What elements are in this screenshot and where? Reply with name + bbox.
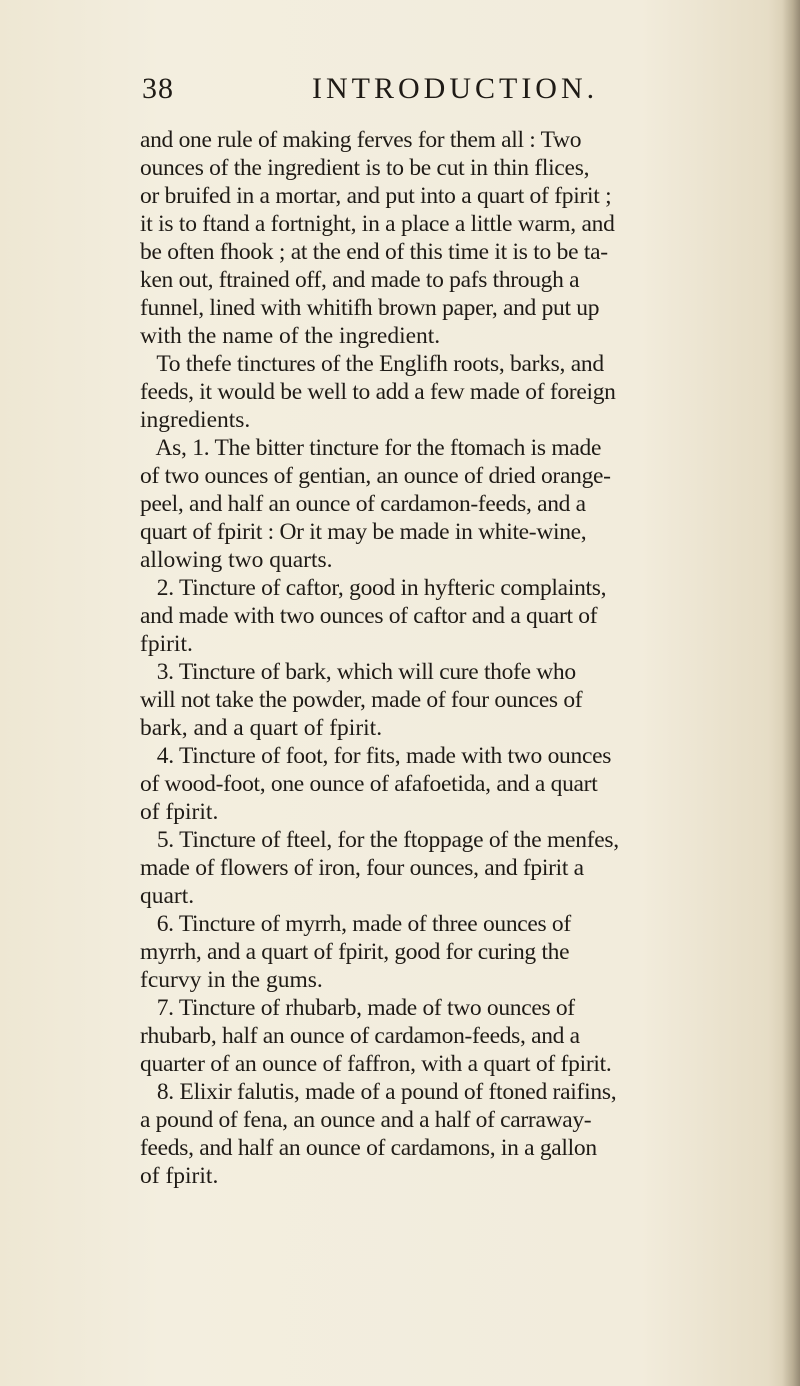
- text-line: of wood-foot, one ounce of afafoetida, and a quart: [140, 771, 598, 797]
- text-line: 6. Tincture of myrrh, made of three ounces of: [140, 911, 571, 937]
- text-line: with the name of the ingredient.: [140, 323, 441, 349]
- text-line: quarter of an ounce of faffron, with a quart of fpirit.: [140, 1051, 612, 1077]
- text-line: feeds, it would be well to add a few made of foreign: [140, 379, 616, 405]
- text-line: myrrh, and a quart of fpirit, good for curing the: [140, 939, 570, 965]
- text-line: 8. Elixir falutis, made of a pound of ftoned raifins,: [140, 1079, 617, 1105]
- text-line: fpirit.: [140, 631, 193, 657]
- text-line: or bruifed in a mortar, and put into a quart of fpirit ;: [140, 183, 612, 209]
- text-line: it is to ftand a fortnight, in a place a little warm, and: [140, 211, 615, 237]
- text-line: a pound of fena, an ounce and a half of carraway-: [140, 1107, 592, 1133]
- text-line: of fpirit.: [140, 1163, 219, 1189]
- text-line: ounces of the ingredient is to be cut in thin flices,: [140, 155, 590, 181]
- page-number: 38: [142, 72, 174, 105]
- text-line: funnel, lined with whitifh brown paper, and put up: [140, 295, 600, 321]
- text-line: allowing two quarts.: [140, 547, 333, 573]
- text-line: and made with two ounces of caftor and a quart of: [140, 603, 598, 629]
- running-head: INTRODUCTION.: [312, 72, 599, 105]
- text-line: 3. Tincture of bark, which will cure thofe who: [140, 659, 576, 685]
- text-line: bark, and a quart of fpirit.: [140, 715, 383, 741]
- text-line: fcurvy in the gums.: [140, 967, 323, 993]
- text-line: made of flowers of iron, four ounces, and fpirit a: [140, 855, 584, 881]
- text-line: will not take the powder, made of four ounces of: [140, 687, 583, 713]
- text-line: peel, and half an ounce of cardamon-feeds, and a: [140, 491, 586, 517]
- text-line: ken out, ftrained off, and made to pafs through a: [140, 267, 580, 293]
- text-line: quart.: [140, 883, 195, 909]
- body-text: [140, 126, 765, 1190]
- text-line: of two ounces of gentian, an ounce of dried orange-: [140, 463, 611, 489]
- text-line: rhubarb, half an ounce of cardamon-feeds, and a: [140, 1023, 580, 1049]
- text-line: 5. Tincture of fteel, for the ftoppage of the menfes,: [140, 827, 619, 853]
- text-line: 2. Tincture of caftor, good in hyfteric complaints,: [140, 575, 607, 601]
- text-line: and one rule of making ferves for them all : Two: [140, 127, 582, 153]
- text-line: ingredients.: [140, 407, 251, 433]
- text-line: of fpirit.: [140, 799, 219, 825]
- text-line: To thefe tinctures of the Englifh roots, barks, and: [140, 351, 604, 377]
- text-line: 7. Tincture of rhubarb, made of two ounces of: [140, 995, 575, 1021]
- text-line: be often fhook ; at the end of this time it is to be ta-: [140, 239, 608, 265]
- text-line: feeds, and half an ounce of cardamons, in a gallon: [140, 1135, 597, 1161]
- page-edge-shadow: [782, 0, 800, 1386]
- text-line: quart of fpirit : Or it may be made in white-wine,: [140, 519, 587, 545]
- page-header: [142, 72, 662, 112]
- text-line: 4. Tincture of foot, for fits, made with two ounces: [140, 743, 612, 769]
- text-line: As, 1. The bitter tincture for the ftomach is made: [140, 435, 602, 461]
